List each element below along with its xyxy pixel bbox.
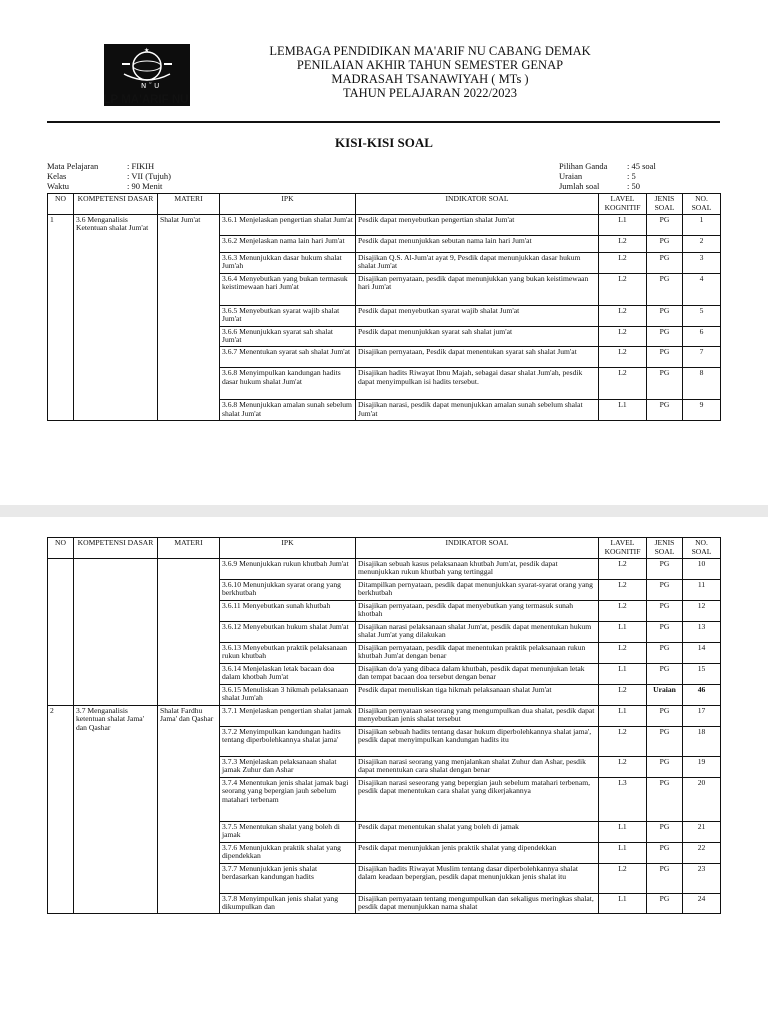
question-type-cell: Uraian xyxy=(647,684,683,705)
ipk-cell: 3.6.6 Menunjukkan syarat sah shalat Jum'at xyxy=(220,326,356,347)
cognitive-level-cell: L3 xyxy=(599,777,647,821)
question-type-cell: PG xyxy=(647,600,683,621)
indicator-cell: Disajikan pernyataan seseorang yang mengumpulkan dua shalat, pesdik dapat menyebutkan jenis shalat tersebut xyxy=(356,705,599,726)
question-type-cell: PG xyxy=(647,863,683,893)
question-number-cell: 46 xyxy=(683,684,721,705)
cognitive-level-cell: L2 xyxy=(599,642,647,663)
ipk-cell: 3.6.1 Menjelaskan pengertian shalat Jum'at xyxy=(220,214,356,235)
indicator-cell: Pesdik dapat menunjukkan syarat sah shalat jum'at xyxy=(356,326,599,347)
column-header: NO xyxy=(48,538,74,559)
indicator-cell: Pesdik dapat menunjukkan jenis praktik shalat yang dipendekkan xyxy=(356,842,599,863)
indicator-cell: Disajikan narasi pelaksanaan shalat Jum'at, pesdik dapat menentukan hukum shalat Jum'at yang dilakukan xyxy=(356,621,599,642)
indicator-cell: Pesdik dapat menunjukkan sebutan nama lain hari Jum'at xyxy=(356,235,599,252)
indicator-cell: Ditampilkan pernyataan, pesdik dapat menunjukkan syarat-syarat orang yang berkhutbah xyxy=(356,579,599,600)
cognitive-level-cell: L2 xyxy=(599,305,647,326)
meta-value: : FIKIH xyxy=(127,161,155,171)
ipk-cell: 3.6.10 Menunjukkan syarat orang yang berkhutbah xyxy=(220,579,356,600)
document-page-2 xyxy=(0,517,768,1024)
header-divider xyxy=(47,121,720,123)
question-number-cell: 11 xyxy=(683,579,721,600)
meta-label: Mata Pelajaran xyxy=(47,161,99,171)
header-line: TAHUN PELAJARAN 2022/2023 xyxy=(343,86,517,100)
cognitive-level-cell: L1 xyxy=(599,821,647,842)
meta-label: Uraian xyxy=(559,171,583,181)
meta-label: Kelas xyxy=(47,171,67,181)
ipk-cell: 3.7.6 Menunjukkan praktik shalat yang dipendekkan xyxy=(220,842,356,863)
indicator-cell: Pesdik dapat menentukan shalat yang boleh di jamak xyxy=(356,821,599,842)
header-line: PENILAIAN AKHIR TAHUN SEMESTER GENAP xyxy=(296,58,564,72)
materi-cell: Shalat Fardhu Jama' dan Qashar xyxy=(158,705,220,914)
question-type-cell: PG xyxy=(647,252,683,273)
cognitive-level-cell: L2 xyxy=(599,326,647,347)
question-type-cell: PG xyxy=(647,214,683,235)
question-type-cell: PG xyxy=(647,558,683,579)
question-type-cell: PG xyxy=(647,663,683,684)
svg-text:N ˜ U: N ˜ U xyxy=(141,82,160,90)
cognitive-level-cell: L2 xyxy=(599,347,647,368)
question-type-cell: PG xyxy=(647,579,683,600)
question-number-cell: 8 xyxy=(683,368,721,400)
competency-number: 2 xyxy=(48,705,74,914)
ipk-cell: 3.6.3 Menunjukkan dasar hukum shalat Jum'ah xyxy=(220,252,356,273)
indicator-cell: Disajikan pernyataan, Pesdik dapat menentukan syarat sah shalat Jum'at xyxy=(356,347,599,368)
question-number-cell: 22 xyxy=(683,842,721,863)
indicator-cell: Disajikan pernyataan, pesdik dapat menentukan praktik pelaksanaan rukun khutbah Jum'at dengan benar xyxy=(356,642,599,663)
question-number-cell: 10 xyxy=(683,558,721,579)
materi-cell: Shalat Jum'at xyxy=(158,214,220,421)
page-title: KISI-KISI SOAL xyxy=(335,135,433,150)
cognitive-level-cell: L1 xyxy=(599,663,647,684)
indicator-cell: Disajikan hadits Riwayat Ibnu Majah, sebagai dasar shalat Jum'ah, pesdik dapat menyimpulkan isi hadits tersebut. xyxy=(356,368,599,400)
question-number-cell: 13 xyxy=(683,621,721,642)
ipk-cell: 3.6.4 Menyebutkan yang bukan termasuk keistimewaan hari Jum'at xyxy=(220,273,356,305)
ipk-cell: 3.7.1 Menjelaskan pengertian shalat jamak xyxy=(220,705,356,726)
question-number-cell: 21 xyxy=(683,821,721,842)
cognitive-level-cell: L2 xyxy=(599,252,647,273)
meta-value: : 50 xyxy=(627,181,640,191)
question-number-cell: 24 xyxy=(683,893,721,914)
question-number-cell: 2 xyxy=(683,235,721,252)
cognitive-level-cell: L1 xyxy=(599,893,647,914)
question-number-cell: 3 xyxy=(683,252,721,273)
cognitive-level-cell: L2 xyxy=(599,368,647,400)
cognitive-level-cell: L2 xyxy=(599,756,647,777)
indicator-cell: Disajikan pernyataan tentang mengumpulkan dan sekaligus meringkas shalat, pesdik dapat menunjukkan nama shalat xyxy=(356,893,599,914)
ipk-cell: 3.6.11 Menyebutkan sunah khutbah xyxy=(220,600,356,621)
column-header: JENIS SOAL xyxy=(647,538,683,559)
column-header: KOMPETENSI DASAR xyxy=(74,194,158,215)
cognitive-level-cell: L2 xyxy=(599,579,647,600)
question-number-cell: 20 xyxy=(683,777,721,821)
ipk-cell: 3.6.13 Menyebutkan praktik pelaksanaan rukun khutbah xyxy=(220,642,356,663)
column-header: JENIS SOAL xyxy=(647,194,683,215)
column-header: INDIKATOR SOAL xyxy=(356,194,599,215)
indicator-cell: Disajikan hadits Riwayat Muslim tentang dasar diperbolehkannya shalat dalam keadaan bepergian, pesdik dapat menunjukkan jenis shalat itu xyxy=(356,863,599,893)
question-type-cell: PG xyxy=(647,842,683,863)
column-header: LAVEL KOGNITIF xyxy=(599,538,647,559)
meta-label: Jumlah soal xyxy=(559,181,600,191)
table-row xyxy=(48,705,721,726)
meta-value: : 90 Menit xyxy=(127,181,163,191)
column-header: NO xyxy=(48,194,74,215)
question-number-cell: 18 xyxy=(683,726,721,756)
competency-cell xyxy=(74,558,158,705)
indicator-cell: Pesdik dapat menyebutkan pengertian shalat Jum'at xyxy=(356,214,599,235)
institution-header xyxy=(230,44,630,100)
indicator-cell: Pesdik dapat menuliskan tiga hikmah pelaksanaan shalat Jum'at xyxy=(356,684,599,705)
question-number-cell: 23 xyxy=(683,863,721,893)
question-number-cell: 17 xyxy=(683,705,721,726)
question-type-cell: PG xyxy=(647,642,683,663)
question-number-cell: 19 xyxy=(683,756,721,777)
header-line: MADRASAH TSANAWIYAH ( MTs ) xyxy=(331,72,529,86)
cognitive-level-cell: L1 xyxy=(599,400,647,421)
column-header: NO. SOAL xyxy=(683,194,721,215)
indicator-cell: Disajikan sebuah hadits tentang dasar hukum diperbolehkannya shalat jama', pesdik dapat menyimpulkan kandungan hadits itu xyxy=(356,726,599,756)
ipk-cell: 3.6.14 Menjelaskan letak bacaan doa dalam khotbah Jum'at xyxy=(220,663,356,684)
table-row xyxy=(48,558,721,579)
ipk-cell: 3.7.5 Menentukan shalat yang boleh di jamak xyxy=(220,821,356,842)
table-header-row xyxy=(48,538,721,559)
question-type-cell: PG xyxy=(647,756,683,777)
header-line: LEMBAGA PENDIDIKAN MA'ARIF NU CABANG DEMAK xyxy=(269,44,591,58)
ipk-cell: 3.7.2 Menyimpulkan kandungan hadits tentang diperbolehkannya shalat jama' xyxy=(220,726,356,756)
cognitive-level-cell: L2 xyxy=(599,600,647,621)
column-header: MATERI xyxy=(158,194,220,215)
cognitive-level-cell: L1 xyxy=(599,214,647,235)
indicator-cell: Disajikan sebuah kasus pelaksanaan khutbah Jum'at, pesdik dapat menunjukkan rukun khutbah yang tertinggal xyxy=(356,558,599,579)
ipk-cell: 3.6.12 Menyebutkan hukum shalat Jum'at xyxy=(220,621,356,642)
column-header: IPK xyxy=(220,538,356,559)
column-header: IPK xyxy=(220,194,356,215)
question-type-cell: PG xyxy=(647,400,683,421)
ipk-cell: 3.7.4 Menentukan jenis shalat jamak bagi seorang yang bepergian jauh sebelum matahari terbenam xyxy=(220,777,356,821)
question-number-cell: 9 xyxy=(683,400,721,421)
ipk-cell: 3.6.8 Menyimpulkan kandungan hadits dasar hukum shalat Jum'at xyxy=(220,368,356,400)
ipk-cell: 3.6.2 Menjelaskan nama lain hari Jum'at xyxy=(220,235,356,252)
question-type-cell: PG xyxy=(647,726,683,756)
ipk-cell: 3.6.7 Menentukan syarat sah shalat Jum'at xyxy=(220,347,356,368)
question-number-cell: 15 xyxy=(683,663,721,684)
question-number-cell: 14 xyxy=(683,642,721,663)
kisi-kisi-table-1 xyxy=(47,193,721,421)
question-number-cell: 7 xyxy=(683,347,721,368)
ipk-cell: 3.6.5 Menyebutkan syarat wajib shalat Jum'at xyxy=(220,305,356,326)
question-number-cell: 12 xyxy=(683,600,721,621)
logo-caption: LP MA'ARIF NU xyxy=(103,94,189,106)
meta-label: Pilihan Ganda xyxy=(559,161,608,171)
competency-number xyxy=(48,558,74,705)
question-number-cell: 5 xyxy=(683,305,721,326)
ipk-cell: 3.7.8 Menyimpulkan jenis shalat yang dikumpulkan dan xyxy=(220,893,356,914)
question-type-cell: PG xyxy=(647,305,683,326)
competency-cell: 3.6 Menganalisis Ketentuan shalat Jum'at xyxy=(74,214,158,421)
indicator-cell: Disajikan do'a yang dibaca dalam khutbah, pesdik dapat menunjukan letak dan tempat bacaan doa tersebut dengan benar xyxy=(356,663,599,684)
document-page-1 xyxy=(0,0,768,505)
column-header: KOMPETENSI DASAR xyxy=(74,538,158,559)
ipk-cell: 3.6.8 Menunjukkan amalan sunah sebelum shalat Jum'at xyxy=(220,400,356,421)
cognitive-level-cell: L2 xyxy=(599,863,647,893)
question-type-cell: PG xyxy=(647,705,683,726)
meta-left xyxy=(47,161,171,191)
meta-label: Waktu xyxy=(47,181,69,191)
question-number-cell: 6 xyxy=(683,326,721,347)
indicator-cell: Disajikan pernyataan, pesdik dapat menunjukkan yang bukan keistimewaan hari Jum'at xyxy=(356,273,599,305)
question-number-cell: 1 xyxy=(683,214,721,235)
meta-value: : 5 xyxy=(627,171,636,181)
table-row xyxy=(48,214,721,235)
competency-number: 1 xyxy=(48,214,74,421)
indicator-cell: Disajikan pernyataan, pesdik dapat menyebutkan yang termasuk sunah khotbah xyxy=(356,600,599,621)
cognitive-level-cell: L1 xyxy=(599,621,647,642)
indicator-cell: Disajikan Q.S. Al-Jum'at ayat 9, Pesdik dapat menunjukkan dasar hukum shalat Jum'at xyxy=(356,252,599,273)
cognitive-level-cell: L2 xyxy=(599,726,647,756)
indicator-cell: Pesdik dapat menyebutkan syarat wajib shalat Jum'at xyxy=(356,305,599,326)
cognitive-level-cell: L2 xyxy=(599,235,647,252)
indicator-cell: Disajikan narasi, pesdik dapat menunjukkan amalan sunah sebelum shalat Jum'at xyxy=(356,400,599,421)
question-type-cell: PG xyxy=(647,368,683,400)
question-type-cell: PG xyxy=(647,273,683,305)
column-header: NO. SOAL xyxy=(683,538,721,559)
column-header: INDIKATOR SOAL xyxy=(356,538,599,559)
question-type-cell: PG xyxy=(647,777,683,821)
meta-value: : VII (Tujuh) xyxy=(127,171,171,181)
question-type-cell: PG xyxy=(647,235,683,252)
ipk-cell: 3.6.15 Menuliskan 3 hikmah pelaksanaan shalat Jum'ah xyxy=(220,684,356,705)
materi-cell xyxy=(158,558,220,705)
ipk-cell: 3.7.7 Menunjukkan jenis shalat berdasarkan kandungan hadits xyxy=(220,863,356,893)
cognitive-level-cell: L2 xyxy=(599,558,647,579)
kisi-kisi-table-2 xyxy=(47,537,721,914)
cognitive-level-cell: L1 xyxy=(599,842,647,863)
indicator-cell: Disajikan narasi seorang yang menjalankan shalat Zuhur dan Ashar, pesdik dapat menentukan cara shalat dengan benar xyxy=(356,756,599,777)
ipk-cell: 3.6.9 Menunjukkan rukun khutbah Jum'at xyxy=(220,558,356,579)
question-type-cell: PG xyxy=(647,326,683,347)
column-header: LAVEL KOGNITIF xyxy=(599,194,647,215)
cognitive-level-cell: L2 xyxy=(599,273,647,305)
question-type-cell: PG xyxy=(647,821,683,842)
meta-right xyxy=(559,161,656,191)
svg-text:★: ★ xyxy=(144,47,150,54)
indicator-cell: Disajikan narasi seseorang yang bepergian jauh sebelum matahari terbenam, pesdik dapat menentukan cara shalat yang dikerjakannya xyxy=(356,777,599,821)
question-type-cell: PG xyxy=(647,621,683,642)
column-header: MATERI xyxy=(158,538,220,559)
ipk-cell: 3.7.3 Menjelaskan pelaksanaan shalat jamak Zuhur dan Ashar xyxy=(220,756,356,777)
table-header-row xyxy=(48,194,721,215)
meta-value: : 45 soal xyxy=(627,161,656,171)
question-type-cell: PG xyxy=(647,347,683,368)
question-type-cell: PG xyxy=(647,893,683,914)
cognitive-level-cell: L2 xyxy=(599,684,647,705)
question-number-cell: 4 xyxy=(683,273,721,305)
competency-cell: 3.7 Menganalisis ketentuan shalat Jama' dan Qashar xyxy=(74,705,158,914)
cognitive-level-cell: L1 xyxy=(599,705,647,726)
